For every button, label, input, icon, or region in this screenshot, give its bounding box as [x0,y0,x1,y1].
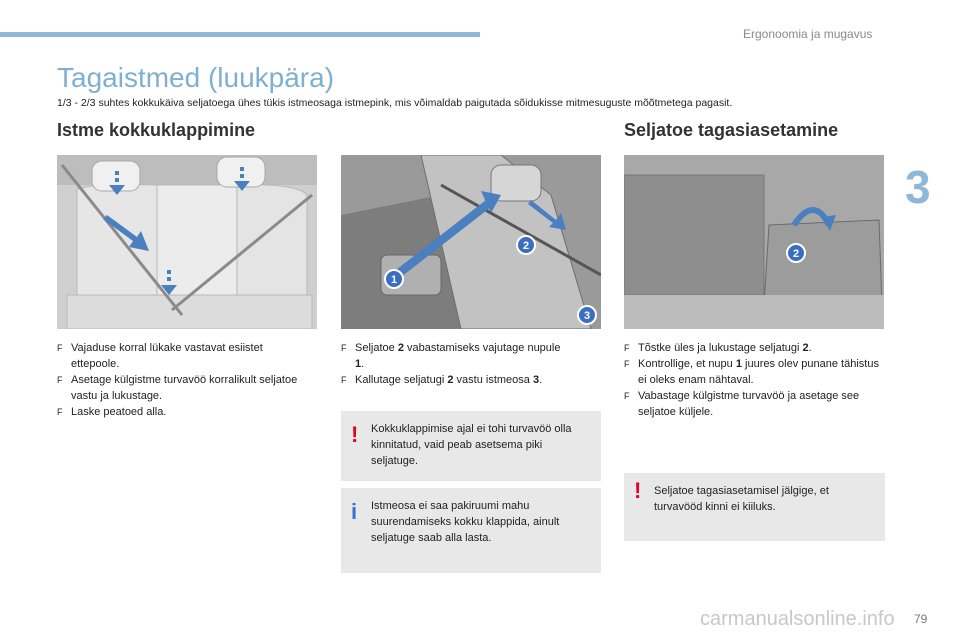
intro-text: 1/3 - 2/3 suhtes kokkukäiva seljatoega ühes tükis istmeosaga istmepink, mis võimaldab paigutada sõidukisse mitmesuguste mõõtmetega pagasit. [57,97,733,109]
list-item: F Laske peatoed alla. [57,406,167,418]
bullet-mark: F [341,375,347,385]
list-item: F Seljatoe 2 vabastamiseks vajutage nupule 1. [341,342,561,370]
warning-note-folding [341,411,601,481]
folding-steps-1 [57,340,307,420]
list-item: F Vabastage külgistme turvavöö ja asetage see seljatoe küljele. [624,390,860,418]
info-text: Istmeosa ei saa pakiruumi mahu suurendamiseks kokku klappida, ainult seljatuge saab alla lasta. [371,500,560,544]
bullet-mark: F [57,343,63,353]
label-2-right: 2 [792,248,800,260]
warning-text-reposition: Seljatoe tagasiasetamisel jälgige, et turvavööd kinni ei kiiluks. [654,485,829,513]
info-note [341,488,601,573]
section-label: Ergonoomia ja mugavus [743,27,873,41]
header-accent-bar [0,32,480,37]
watermark: carmanualsonline.info [700,608,895,630]
list-item: F Vajaduse korral lükake vastavat esiistet ettepoole. [57,342,263,370]
reposition-steps [624,340,884,420]
seatback-raise-photo [624,155,884,329]
list-item: F Kallutage seljatugi 2 vastu istmeosa 3. [341,374,543,386]
list-item: F Kontrollige, et nupu 1 juures olev punane tähistus ei oleks enam nähtaval. [624,358,879,386]
label-3: 3 [583,310,591,322]
seatback-raise-illustration [624,155,884,329]
warning-icon: ! [351,422,359,447]
seatback-release-illustration [341,155,601,329]
rear-seat-photo [57,155,317,329]
label-2: 2 [522,240,530,252]
bullet-mark: F [341,343,347,353]
warning-text: Kokkuklappimise ajal ei tohi turvavöö olla kinnitatud, vaid peab asetsema piki seljatuge. [371,423,572,467]
heading-folding: Istme kokkuklappimine [57,120,256,140]
folding-steps-2 [341,340,571,388]
seatback-release-photo [341,155,601,329]
chapter-number: 3 [905,161,931,213]
label-1: 1 [390,274,398,286]
list-item: F Asetage külgistme turvavöö korralikult seljatoe vastu ja lukustage. [57,374,298,402]
bullet-mark: F [624,359,630,369]
bullet-mark: F [624,391,630,401]
bullet-mark: F [624,343,630,353]
rear-seat-illustration [57,155,317,329]
warning-icon: ! [634,478,642,503]
page-number: 79 [914,612,928,626]
heading-reposition: Seljatoe tagasiasetamine [624,120,839,140]
warning-note-reposition [624,473,885,541]
bullet-mark: F [57,375,63,385]
list-item: F Tõstke üles ja lukustage seljatugi 2. [624,342,812,354]
info-icon: i [351,499,358,524]
page-title: Tagaistmed (luukpära) [57,62,335,93]
bullet-mark: F [57,407,63,417]
